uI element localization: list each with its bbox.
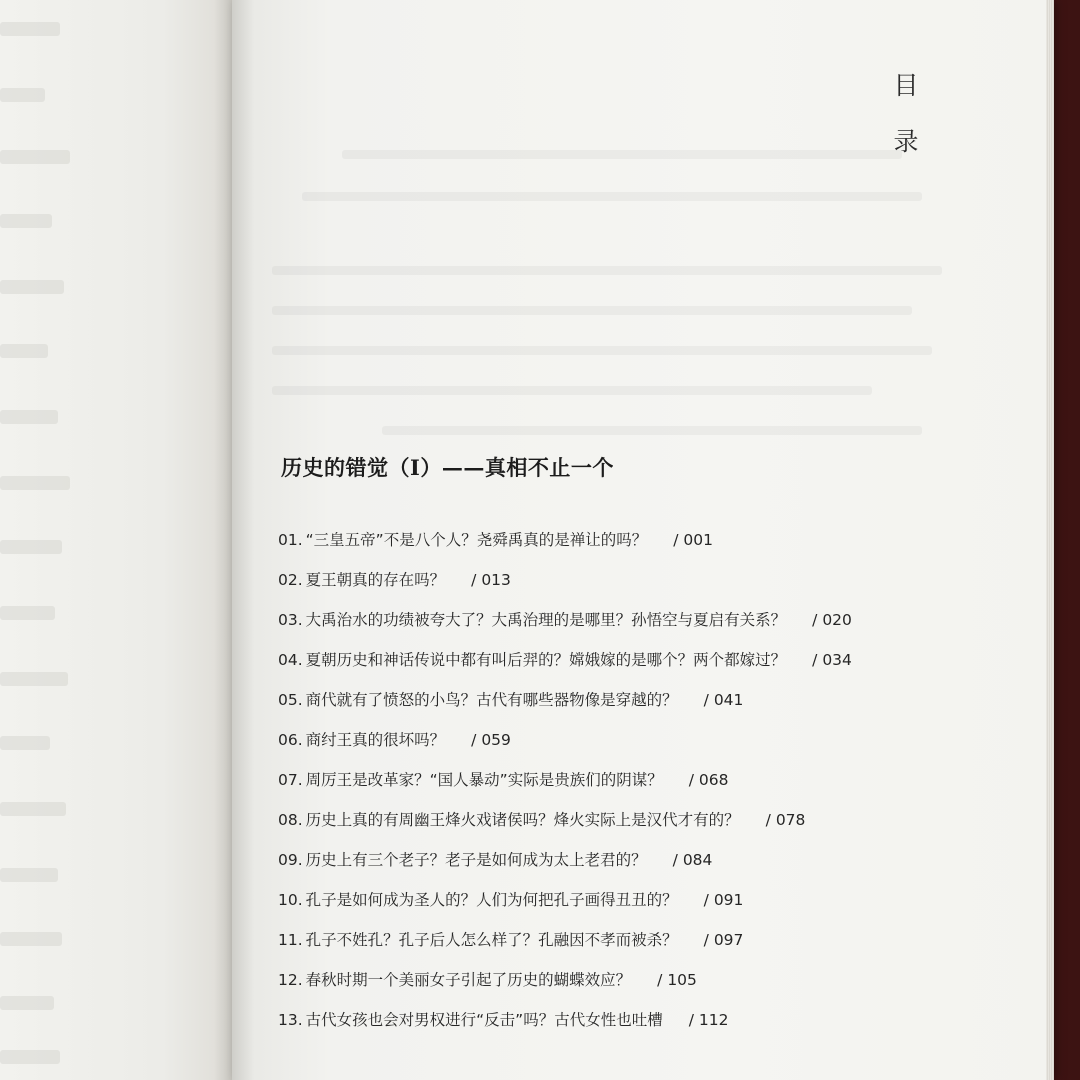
bleed-through-line	[0, 932, 62, 946]
bleed-through-line	[0, 606, 55, 620]
toc-entry-title: 古代女孩也会对男权进行“反击”吗？古代女性也吐槽	[305, 1011, 663, 1029]
toc-entry-number: 11.	[278, 931, 303, 949]
toc-entry-page: / 013	[471, 571, 511, 589]
toc-entry-title: 商纣王真的很坏吗？	[305, 731, 446, 749]
toc-entry-page: / 068	[688, 771, 729, 789]
toc-entry-title: 孔子是如何成为圣人的？人们为何把孔子画得丑丑的？	[305, 891, 678, 909]
bleed-through-line	[342, 150, 902, 159]
toc-entry	[278, 1005, 968, 1045]
toc-entry-title: 大禹治水的功绩被夸大了？大禹治理的是哪里？孙悟空与夏启有关系？	[305, 611, 787, 629]
toc-entry-title: 夏王朝真的存在吗？	[305, 571, 446, 589]
bleed-through-line	[0, 150, 70, 164]
toc-entry	[278, 885, 968, 925]
toc-entry	[278, 845, 968, 885]
bleed-through-line	[0, 410, 58, 424]
toc-entry-number: 08.	[278, 811, 303, 829]
toc-entry-number: 04.	[278, 651, 303, 669]
bleed-through-line	[0, 476, 70, 490]
bleed-through-line	[272, 386, 872, 395]
toc-entry-number: 12.	[278, 971, 303, 989]
bleed-through-line	[0, 736, 50, 750]
toc-entry	[278, 965, 968, 1005]
toc-entry-page: / 084	[672, 851, 713, 869]
toc-entry-title: 历史上真的有周幽王烽火戏诸侯吗？烽火实际上是汉代才有的？	[305, 811, 740, 829]
toc-entry	[278, 685, 968, 725]
toc-entry	[278, 925, 968, 965]
toc-entry-title: “三皇五帝”不是八个人？尧舜禹真的是禅让的吗？	[305, 531, 648, 549]
contents-title-char: 录	[893, 127, 919, 156]
bleed-through-line	[0, 22, 60, 36]
bleed-through-line	[0, 1050, 60, 1064]
toc-entry	[278, 765, 968, 805]
contents-title-char: 目	[893, 71, 919, 100]
section-heading: 历史的错觉（I）——真相不止一个	[281, 455, 614, 480]
toc-entry	[278, 725, 968, 765]
book-gutter-shadow	[214, 0, 254, 1080]
toc-entry-number: 09.	[278, 851, 303, 869]
toc-entry-page: / 020	[812, 611, 852, 629]
bleed-through-line	[0, 672, 68, 686]
bleed-through-line	[272, 266, 942, 275]
toc-entry-number: 03.	[278, 611, 303, 629]
toc-entry-number: 13.	[278, 1011, 303, 1029]
toc-entry-page: / 097	[703, 931, 744, 949]
toc-entry-number: 06.	[278, 731, 303, 749]
toc-entry-number: 05.	[278, 691, 303, 709]
bleed-through-line	[0, 802, 66, 816]
bleed-through-line	[382, 426, 922, 435]
bleed-through-line	[272, 346, 932, 355]
contents-title	[886, 58, 926, 170]
bleed-through-line	[0, 540, 62, 554]
toc-entry	[278, 645, 968, 685]
toc-entry-number: 07.	[278, 771, 303, 789]
page-edges	[1046, 0, 1054, 1080]
toc-entry-page: / 041	[703, 691, 744, 709]
bleed-through-line	[272, 306, 912, 315]
toc-entry-page: / 078	[765, 811, 806, 829]
bleed-through-line	[0, 214, 52, 228]
toc-entry-number: 02.	[278, 571, 303, 589]
bleed-through-line	[302, 192, 922, 201]
bleed-through-line	[0, 868, 58, 882]
toc-entry	[278, 565, 968, 605]
toc-entry-number: 01.	[278, 531, 303, 549]
toc-entry-number: 10.	[278, 891, 303, 909]
toc-entry-page: / 105	[657, 971, 697, 989]
toc-entry-title: 春秋时期一个美丽女子引起了历史的蝴蝶效应？	[305, 971, 632, 989]
toc-entry-title: 周厉王是改革家？“国人暴动”实际是贵族们的阴谋？	[305, 771, 663, 789]
bleed-through-line	[0, 280, 64, 294]
toc-entry-title: 孔子不姓孔？孔子后人怎么样了？孔融因不孝而被杀？	[305, 931, 678, 949]
toc-entry-page: / 112	[688, 1011, 729, 1029]
bleed-through-line	[0, 88, 45, 102]
left-page	[0, 0, 232, 1080]
toc-entry-title: 历史上有三个老子？老子是如何成为太上老君的？	[305, 851, 647, 869]
toc-entry	[278, 525, 968, 565]
toc-entry-page: / 059	[471, 731, 511, 749]
toc-list	[278, 525, 968, 1045]
toc-entry-page: / 001	[673, 531, 713, 549]
bleed-through-line	[0, 996, 54, 1010]
toc-entry-title: 夏朝历史和神话传说中都有叫后羿的？嫦娥嫁的是哪个？两个都嫁过？	[305, 651, 787, 669]
toc-entry	[278, 605, 968, 645]
bleed-through-line	[0, 344, 48, 358]
toc-entry-page: / 091	[703, 891, 744, 909]
toc-entry-title: 商代就有了愤怒的小鸟？古代有哪些器物像是穿越的？	[305, 691, 678, 709]
toc-entry	[278, 805, 968, 845]
toc-entry-page: / 034	[812, 651, 852, 669]
